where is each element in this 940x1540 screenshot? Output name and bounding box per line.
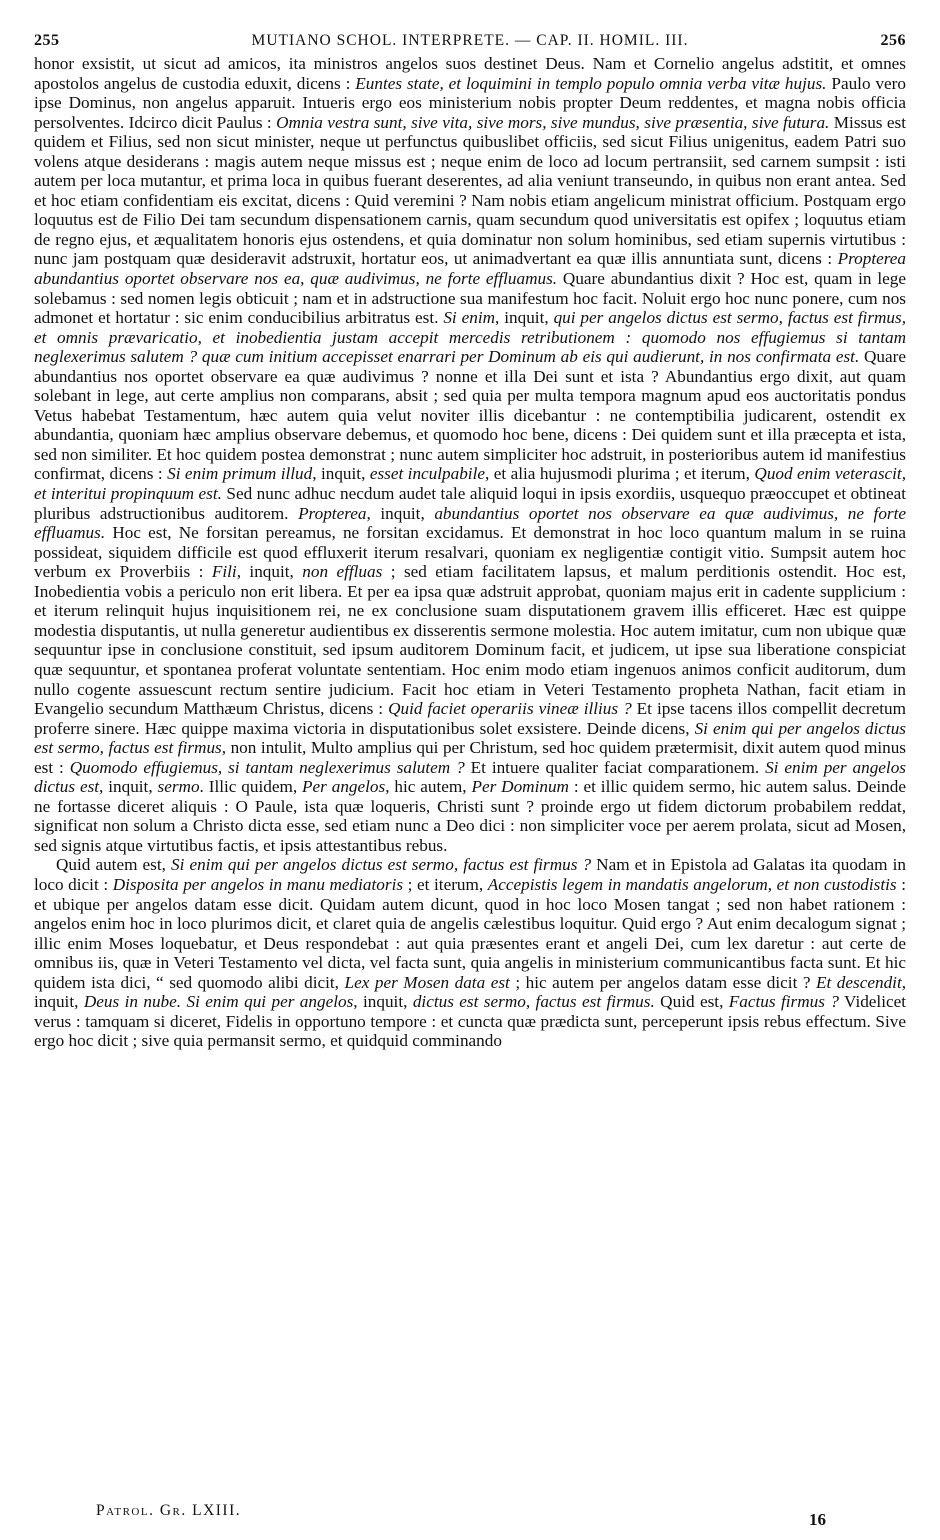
italic-quotation: abundantius oportet nos observare ea quæ audivimus, ne forte effluamus.: [34, 503, 907, 543]
text-run: , inquit,: [312, 464, 370, 484]
italic-quotation: qui per angelos dictus est sermo, factus est firmus, et omnis prævaricatio, et inobedientia justam accepit mercedis retributionem : quomodo nos effugiemus si tantam neglexerimus salutem ? quæ cum initium accepisset enarrari per Dominum ab eis qui audierunt, in nos confirmata est.: [34, 308, 907, 367]
italic-quotation: Factus firmus ?: [728, 992, 839, 1012]
text-run: Paulo vero ipse Dominus, non angelus apparuit. Intueris ergo eos ministerium nobis propter Deum reddentes, et magna nobis officia persolventes. Idcirco dicit Paulus :: [34, 73, 906, 132]
italic-quotation: Si enim qui per angelos dictus est sermo, factus est firmus: [34, 718, 906, 758]
italic-quotation: Propterea: [298, 503, 367, 523]
text-run: honor exsistit, ut sicut ad amicos, ita ministros angelos suos destinet Deus. Nam et Cornelio angelus adstitit, et omnes apostolos angelus de custodia eduxit, dicens :: [34, 54, 906, 93]
italic-quotation: Disposita per angelos in manu mediatoris: [112, 874, 404, 894]
text-run: , inquit,: [236, 562, 303, 582]
paragraph-1: [34, 54, 906, 855]
italic-quotation: Si enim primum illud: [167, 464, 313, 484]
text-run: Quid est,: [654, 992, 729, 1012]
text-run: . Illic quidem,: [199, 777, 303, 797]
column-number-left: 255: [34, 32, 60, 49]
text-run: , inquit,: [353, 992, 413, 1012]
text-run: ; et iterum,: [403, 874, 488, 894]
sheet-number: 16: [809, 1510, 826, 1529]
body-text: [34, 54, 906, 1051]
italic-quotation: Accepistis legem in mandatis angelorum, et non custodistis: [487, 874, 897, 894]
text-run: Videlicet verus : tamquam si diceret, Fidelis in opportuno tempore : et cuncta quæ prædicta sunt, perceperunt ipsis rebus effectum. Sive ergo hoc dicit ; sive quia permansit sermo, et quidquid comminando: [34, 992, 907, 1051]
text-run: Nam et in Epistola ad Galatas ita quodam in loco dicit :: [34, 855, 906, 894]
paragraph-2: [34, 855, 906, 1050]
italic-quotation: Si enim per angelos dictus est: [34, 757, 906, 797]
italic-quotation: esset inculpabile: [369, 464, 485, 484]
text-run: , inquit,: [34, 972, 907, 1012]
volume-signature: Patrol. Gr. LXIII.: [96, 1502, 242, 1519]
italic-quotation: Per angelos: [302, 777, 386, 797]
italic-quotation: Et descendit: [816, 972, 902, 992]
italic-quotation: Per Dominum: [471, 777, 569, 797]
italic-quotation: sermo: [157, 777, 200, 797]
running-title: MUTIANO SCHOL. INTERPRETE. — CAP. II. HOMIL. III.: [251, 32, 689, 49]
text-run: Et intuere qualiter faciat comparationem.: [464, 757, 766, 777]
italic-quotation: Quod enim veterascit, et interitui propinquum est.: [34, 464, 906, 504]
italic-quotation: Deus in nube. Si enim qui per angelos: [83, 992, 354, 1012]
text-run: , non intulit, Multo amplius qui per Christum, sed hoc quidem prætermisit, dixit autem quod minus est :: [34, 738, 906, 777]
text-run: : et ubique per angelos datam esse dicit. Quidam autem dicunt, quod in hoc loco Mosen tangat ; sed non habet rationem : angelos enim hoc in loco plurimos dicit, et claret quia de angelis cælestibus loquitur. Quid ergo ? Aut enim decalogum signat ; illic enim Moses loquebatur, et Deus respondebat : aut quia præsentes erant et angeli Dei, cum lex daretur : aut certe de omnibus iis, quæ in Veteri Testamento vel dicta, vel facta sunt, quia angelis in ministerium communicantibus facta sunt. Et hic quidem ista dici, “ sed quomodo alibi dicit,: [34, 874, 906, 992]
column-number-right: 256: [880, 32, 906, 49]
text-run: Missus est quidem et Filius, sed non sicut minister, neque ut perfunctus quibuslibet officiis, sed sicut Filius unigenitus, eadem Patri suo volens atque desiderans : magis autem neque missus est ; neque enim de loco ad locum pertransiit, sed carnem sumpsit : isti autem per loca mutantur, et prima loca in quibus fuerant deserentes, ad alia veniunt transeundo, in quibus non erant antea. Sed et hoc etiam confidentiam eis excitat, dicens : Quid veremini ? Nam nobis etiam angelicum ministrat officium. Postquam ergo loquutus est de Filio Dei tam secundum dispensationem carnis, quam secundum quod universitatis est opifex ; loquutus etiam de regno ejus, et æqualitatem honoris ejus ostendens, et quia dominatur non solum hominibus, sed etiam supernis virtutibus : nunc jam postquam quæ desideravit adstruxit, hortatur eos, ut animadvertant ea quæ illis annuntiata sunt, dicens :: [34, 112, 906, 269]
text-run: , inquit,: [495, 308, 554, 328]
text-run: Hoc est, Ne forsitan pereamus, ne forsitan excidamus. Et demonstrat in hoc loco quantum malum in se ruina possideat, siquidem difficile est quod effluxerit iterum resalvari, quoniam ex negligentiæ contigit vitio. Sumpsit autem hoc verbum ex Proverbiis :: [34, 523, 906, 582]
italic-quotation: dictus est sermo, factus est firmus.: [412, 992, 655, 1012]
text-run: Sed nunc adhuc necdum audet tale aliquid loqui in ipsis exordiis, usquequo præoccupet et obtineat pluribus adstructionibus auditorem.: [34, 484, 906, 523]
italic-quotation: Quid faciet operariis vineæ illius ?: [388, 699, 632, 719]
page: [34, 30, 906, 1051]
italic-quotation: Quomodo effugiemus, si tantam neglexerimus salutem ?: [69, 757, 465, 777]
italic-quotation: Propterea abundantius oportet observare nos ea, quæ audivimus, ne forte effluamus.: [34, 249, 906, 289]
italic-quotation: Lex per Mosen data est: [344, 972, 510, 992]
italic-quotation: Fili: [211, 562, 237, 582]
text-run: ; sed etiam facilitatem lapsus, et malum perditionis ostendit. Hoc est, Inobedientia vobis a periculo non erit libera. Et per ea ipsa quæ adstruit approbat, quoniam majus erit in cadente supplicium : et iterum relinquit hujus inquisitionem rei, ne ex conclusione suam disputationem gravem illis efficeret. Hæc est quippe modestia disputantis, ut nulla generetur audientibus ex disserentis sermone molestia. Hoc autem imitatur, cum non ubique quæ sequuntur ipse in conclusione constituit, sed ipsum auditorem Dominum facit, et judicem, ut ipse sua liberatione conspiciat quæ sequuntur, et spontanea proferat voluntate sententiam. Hoc enim modo etiam ingenuos animos conficit auditorum, dum nullo cogente assuescunt rectum sentire judicium. Facit hoc etiam in Veteri Testamento propheta Nathan, facit etiam in Evangelio secundum Matthæum Christus, dicens :: [34, 562, 907, 719]
text-run: , hic autem,: [385, 777, 472, 797]
italic-quotation: Si enim: [443, 308, 496, 328]
text-run: Quare abundantius nos oportet observare ea quæ audivimus ? nonne et illa Dei sunt et ista ? Abundantius ergo dixit, aut quam solebant in lege, aut certe amplius non comparans, absit ; sed quia per multa tempora magnum apud eos auctoritatis pondus Vetus habebat Testamentum, hæc autem quia velut noviter illis dicebantur : ne contemptibilia judicarent, ostendit ex abundantia, quoniam hæc amplius observare debemus, et quomodo hoc bene, dicens : Dei quidem sunt et illa præcepta et ista, sed non similiter. Et hoc quidem postea demonstrat ; nunc autem simpliciter hoc adstruit, in posterioribus autem id manifestius confirmat, dicens :: [34, 347, 906, 484]
page-footer: [96, 1502, 826, 1532]
text-run: Quare abundantius dixit ? Hoc est, quam in lege solebamus : sed nomen legis obticuit ; nam et in adstructione sua manifestum hoc facit. Noluit ergo hoc nunc ponere, cum nos admonet et hortatur : sic enim conducibilius arbitratus est.: [34, 269, 906, 328]
italic-quotation: Omnia vestra sunt, sive vita, sive mors, sive mundus, sive præsentia, sive futura.: [276, 112, 830, 132]
text-run: , inquit,: [366, 503, 435, 523]
text-run: ; hic autem per angelos datam esse dicit ?: [509, 972, 817, 992]
text-run: , inquit,: [99, 777, 158, 797]
text-run: : et illic quidem sermo, hic autem salus. Deinde ne fortasse diceret aliquis : O Paule, ista quæ loqueris, Christi sunt ? proinde ergo ut fidem dictorum probabilem reddat, significat non solum a Christo dicta esse, sed etiam nunc a Deo dici : non simpliciter voce per aerem prolata, sicut ad Mosen, sed signis atque virtutibus factis, et ipsis attestantibus rebus.: [34, 777, 906, 855]
italic-quotation: non effluas: [302, 562, 383, 582]
running-head: [34, 30, 906, 54]
text-run: , et alia hujusmodi plurima ; et iterum,: [485, 464, 755, 484]
text-run: Et ipse tacens illos compellit decretum proferre sinere. Hæc quippe maxima victoria in disputationibus solet exsistere. Deinde dicens,: [34, 699, 906, 738]
italic-quotation: Si enim qui per angelos dictus est sermo, factus est firmus ?: [171, 855, 592, 875]
italic-quotation: Euntes state, et loquimini in templo populo omnia verba vitæ hujus.: [355, 73, 827, 93]
text-run: Quid autem est,: [56, 855, 171, 875]
